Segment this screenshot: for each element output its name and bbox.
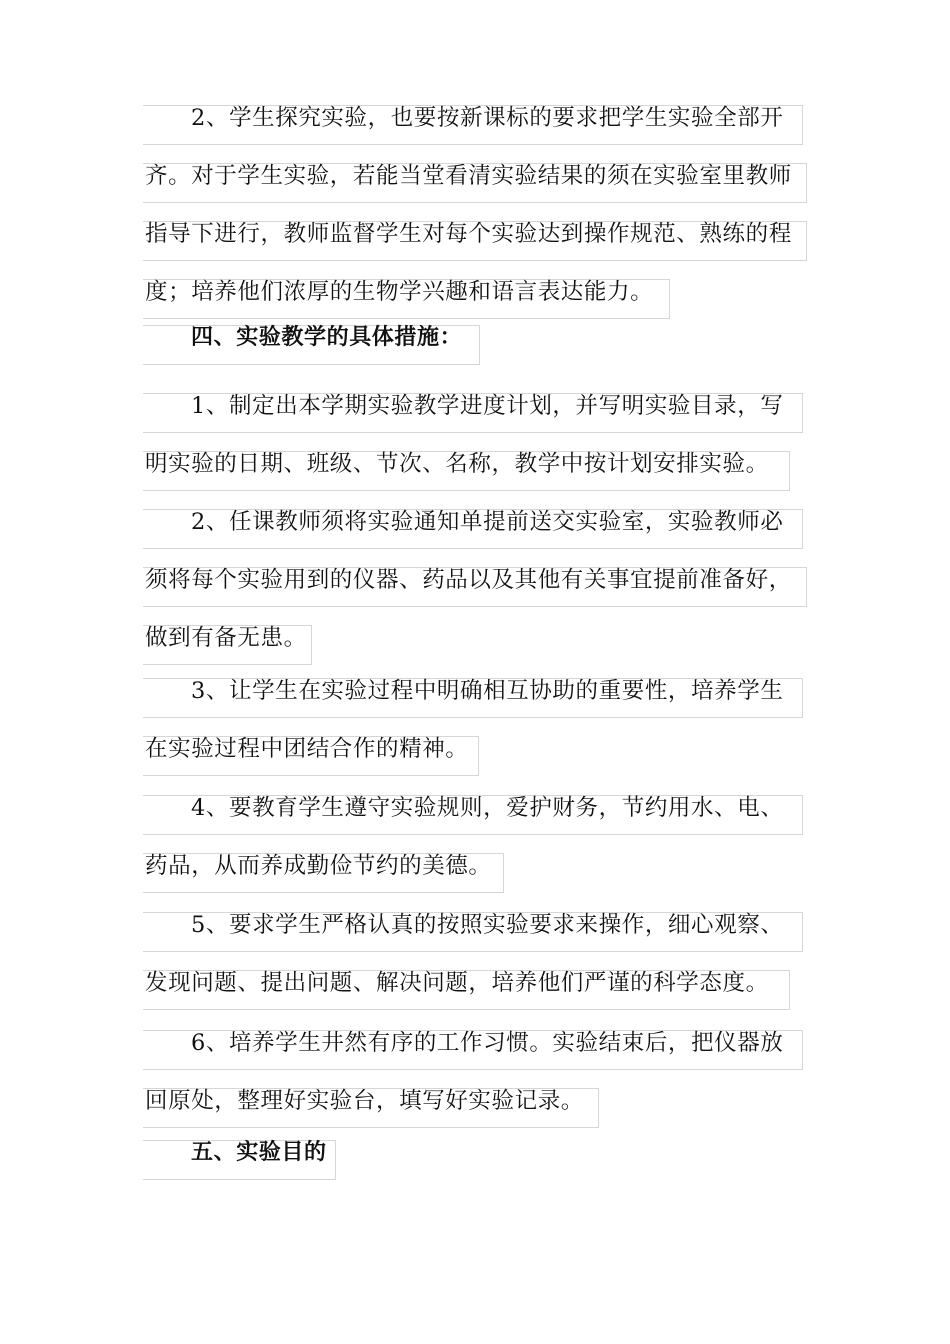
heading-text: 四、实验教学的具体措施：	[191, 325, 463, 350]
line-text: 药品，从而养成勤俭节约的美德。	[145, 853, 492, 879]
line-text: 4、要教育学生遵守实验规则，爱护财务，节约用水、电、	[191, 795, 784, 821]
line-text: 回原处，整理好实验台，填写好实验记录。	[145, 1088, 584, 1114]
line-text: 做到有备无患。	[145, 625, 307, 651]
line-text: 3、让学生在实验过程中明确相互协助的重要性，培养学生	[191, 678, 784, 704]
line-text: 发现问题、提出问题、解决问题，培养他们严谨的科学态度。	[145, 970, 769, 996]
line-text: 在实验过程中团结合作的精神。	[145, 736, 469, 762]
line-text: 指导下进行，教师监督学生对每个实验达到操作规范、熟练的程	[145, 221, 792, 247]
line-text: 6、培养学生井然有序的工作习惯。实验结束后，把仪器放	[191, 1030, 784, 1056]
line-text: 须将每个实验用到的仪器、药品以及其他有关事宜提前准备好，	[145, 567, 792, 593]
line-text: 1、制定出本学期实验教学进度计划，并写明实验目录，写	[191, 393, 784, 419]
line-text: 2、学生探究实验，也要按新课标的要求把学生实验全部开	[191, 105, 784, 131]
line-text: 5、要求学生严格认真的按照实验要求来操作，细心观察、	[191, 912, 784, 938]
line-text: 2、任课教师须将实验通知单提前送交实验室，实验教师必	[191, 509, 784, 535]
heading-text: 五、实验目的	[191, 1140, 327, 1165]
line-text: 度；培养他们浓厚的生物学兴趣和语言表达能力。	[145, 279, 654, 305]
line-text: 明实验的日期、班级、节次、名称，教学中按计划安排实验。	[145, 451, 769, 477]
line-text: 齐。对于学生实验，若能当堂看清实验结果的须在实验室里教师	[145, 163, 792, 189]
